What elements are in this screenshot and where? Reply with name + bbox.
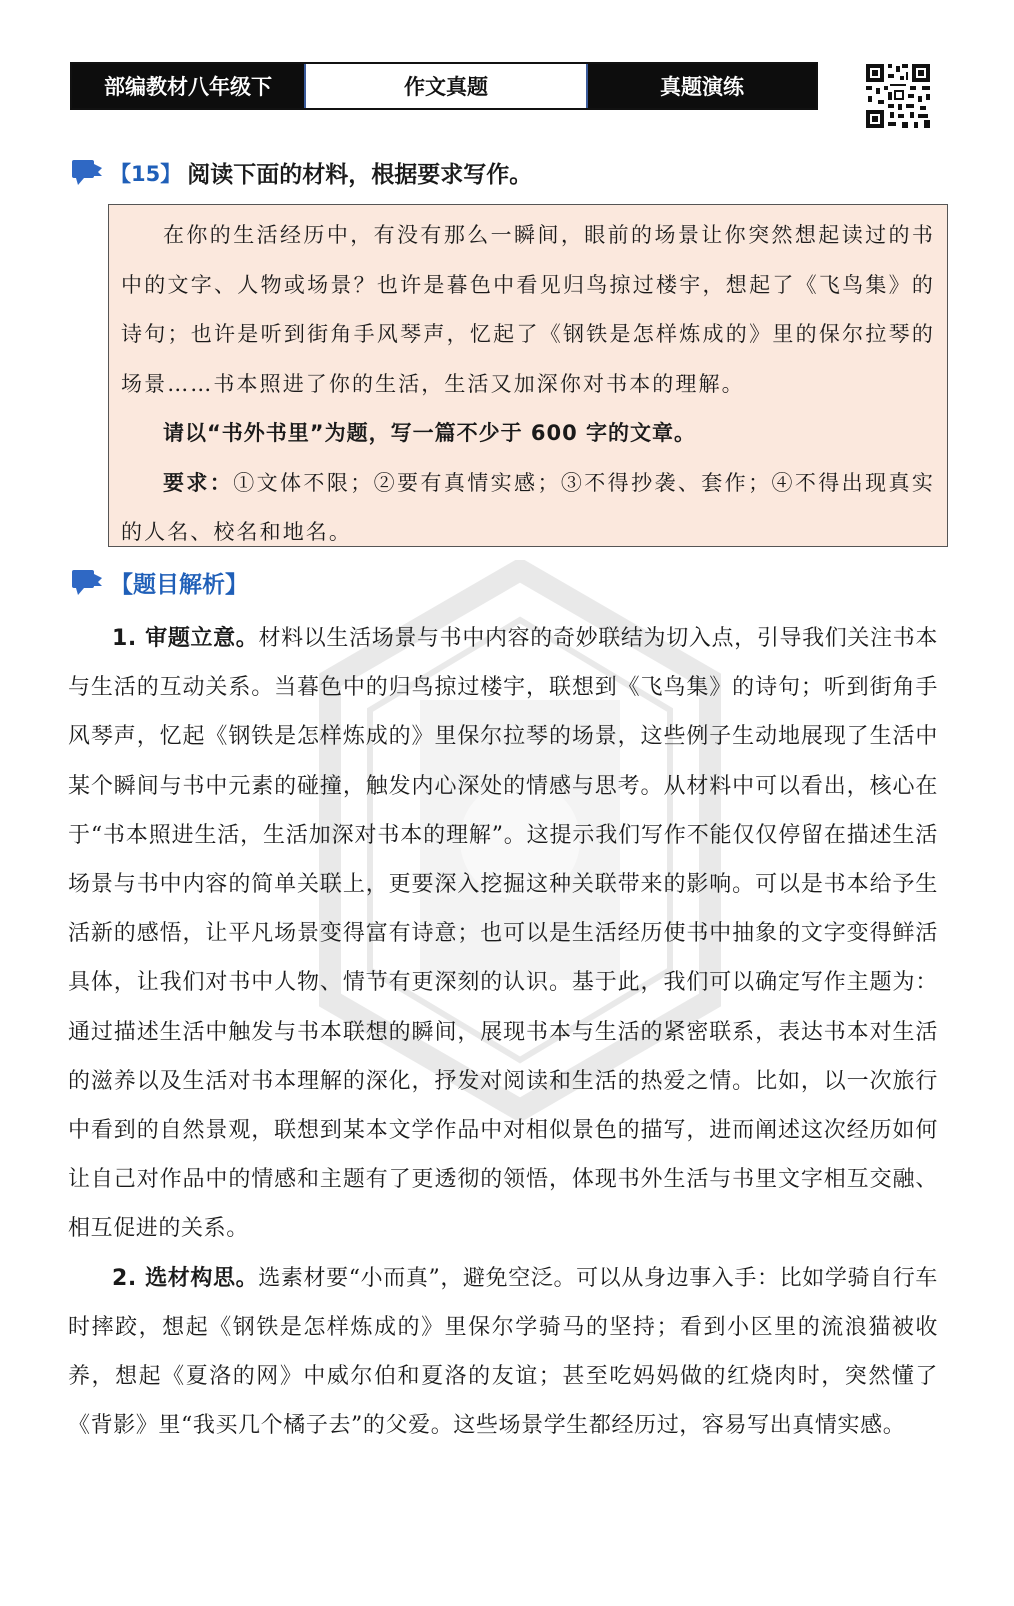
point-1-text: 材料以生活场景与书中内容的奇妙联结为切入点，引导我们关注书本与生活的互动关系。当暮色中的归鸟掠过楼宇，联想到《飞鸟集》的诗句；听到街角手风琴声，忆起《钢铁是怎样炼成的》里保尔拉琴的场景，这些例子生动地展现了生活中某个瞬间与书中元素的碰撞，触发内心深处的情感与思考。从材料中可以看出，核心在于“书本照进生活，生活加深对书本的理解”。这提示我们写作不能仅仅停留在描述生活场景与书中内容的简单关联上，更要深入挖掘这种关联带来的影响。可以是书本给予生活新的感悟，让平凡场景变得富有诗意；也可以是生活经历使书中抽象的文字变得鲜活具体，让我们对书中人物、情节有更深刻的认识。基于此，我们可以确定写作主题为：通过描述生活中触发与书本联想的瞬间，展现书本与生活的紧密联系，表达书本对生活的滋养以及生活对书本理解的深化，抒发对阅读和生活的热爱之情。比如，以一次旅行中看到的自然景观，联想到某本文学作品中对相似景色的描写，进而阐述这次经历如何让自己对作品中的情感和主题有了更透彻的领悟，体现书外生活与书里文字相互交融、相互促进的关系。 [68, 626, 938, 1242]
analysis-paragraph-1 [68, 614, 938, 1254]
question-heading [70, 156, 532, 189]
requirements-text: ①文体不限；②要有真情实感；③不得抄袭、套作；④不得出现真实的人名、校名和地名。 [121, 470, 935, 544]
header-section: 真题演练 [588, 64, 816, 108]
question-instruction: 阅读下面的材料，根据要求写作。 [187, 162, 533, 188]
bookmark-flag-icon [70, 568, 104, 598]
header-grade: 部编教材八年级下 [72, 64, 304, 108]
header-category: 作文真题 [304, 64, 588, 108]
header-bar [70, 62, 818, 110]
point-2-label: 2. 选材构思。 [112, 1265, 259, 1291]
qr-code-icon [864, 62, 932, 130]
requirements [121, 459, 935, 558]
analysis-body [68, 614, 938, 1450]
question-number: 【15】 [110, 161, 182, 186]
material-box [108, 204, 948, 547]
point-2-text: 选素材要“小而真”，避免空泛。可以从身边事入手：比如学骑自行车时摔跤，想起《钢铁是怎样炼成的》里保尔学骑马的坚持；看到小区里的流浪猫被收养，想起《夏洛的网》中威尔伯和夏洛的友谊；甚至吃妈妈做的红烧肉时，突然懂了《背影》里“我买几个橘子去”的父爱。这些场景学生都经历过，容易写出真情实感。 [68, 1265, 938, 1439]
analysis-paragraph-2 [68, 1254, 938, 1451]
writing-task: 请以“书外书里”为题，写一篇不少于 600 字的文章。 [163, 421, 697, 445]
analysis-title: 【题目解析】 [110, 572, 248, 598]
bookmark-flag-icon [70, 158, 104, 188]
point-1-label: 1. 审题立意。 [112, 626, 259, 651]
material-text: 在你的生活经历中，有没有那么一瞬间，眼前的场景让你突然想起读过的书中的文字、人物或场景？也许是暮色中看见归鸟掠过楼宇，想起了《飞鸟集》的诗句；也许是听到街角手风琴声，忆起了《钢铁是怎样炼成的》里的保尔拉琴的场景……书本照进了你的生活，生活又加深你对书本的理解。 [121, 223, 935, 396]
requirements-label: 要求： [163, 470, 234, 495]
analysis-heading [70, 566, 248, 599]
